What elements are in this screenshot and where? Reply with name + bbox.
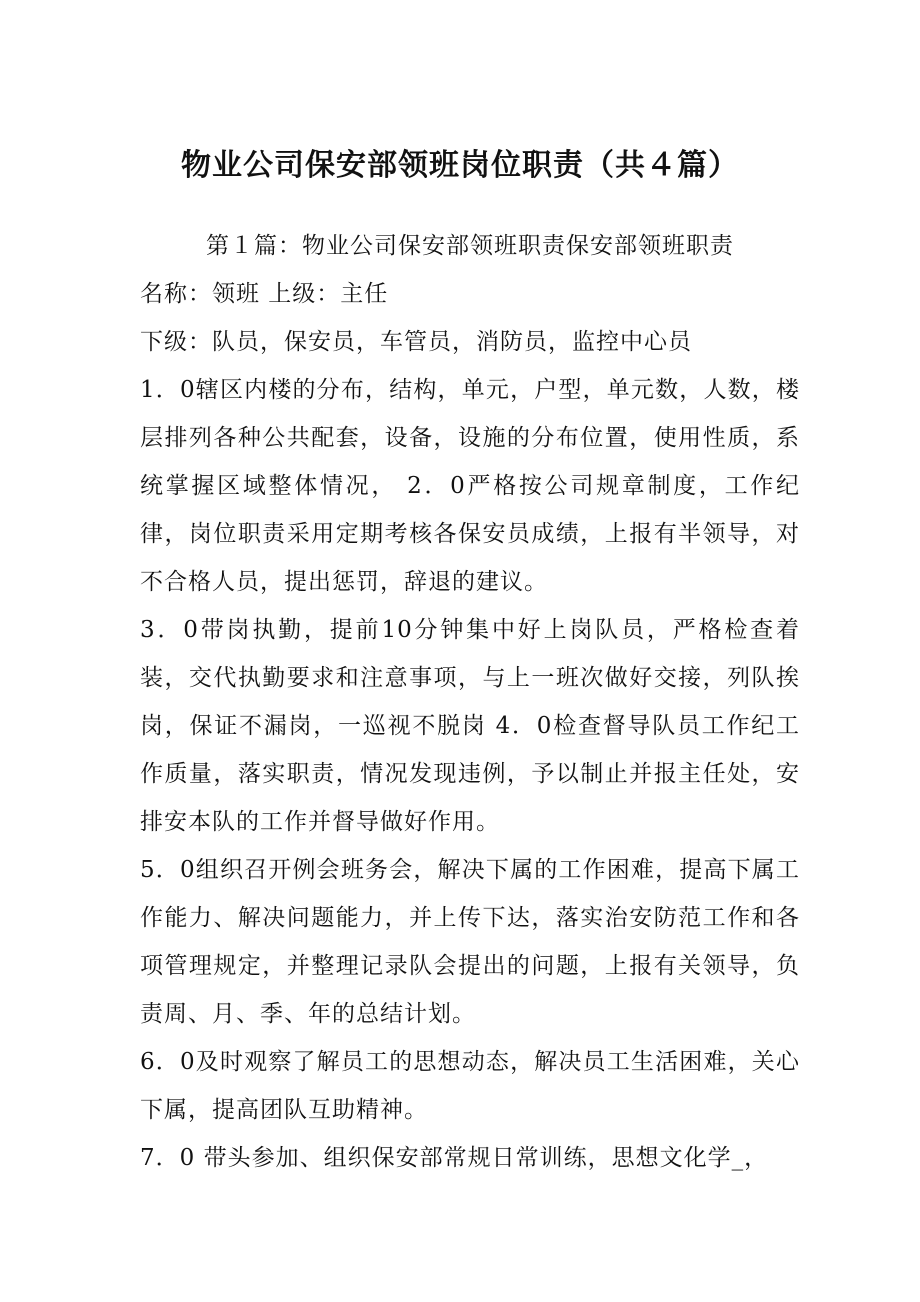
position-line: 名称：领班 上级：主任 [140,281,389,307]
subordinates-line: 下级：队员，保安员，车管员，消防员，监控中心员 [140,329,692,355]
duty-paragraph-5: 5．0组织召开例会班务会，解决下属的工作困难，提高下属工作能力、解决问题能力，并上传下达，落实治安防范工作和各项管理规定，并整理记录队会提出的问题，上报有关领导，负责周、月、季、年的总结计划。 [140,857,800,1027]
duty-paragraph-7: 7．0 带头参加、组织保安部常规日常训练，思想文化学_， [140,1145,769,1171]
section-heading: 第１篇：物业公司保安部领班职责保安部领班职责 [206,233,734,259]
duty-paragraph-3: 3．0带岗执勤，提前10分钟集中好上岗队员，严格检查着装，交代执勤要求和注意事项，与上一班次做好交接，列队挨岗，保证不漏岗，一巡视不脱岗 4．0检查督导队员工作纪工作质量，落实职责，情况发现违例，予以制止并报主任处，安排安本队的工作并督导做好作用。 [140,617,800,835]
document-title: 物业公司保安部领班岗位职责（共４篇） [181,148,739,183]
document-body [140,222,800,1182]
duty-paragraph-1: 1．0辖区内楼的分布，结构，单元，户型，单元数，人数，楼层排列各种公共配套，设备，设施的分布位置，使用性质，系统掌握区域整体情况， 2．0严格按公司规章制度，工作纪律，岗位职责采用定期考核各保安员成绩，上报有半领导，对不合格人员，提出惩罚，辞退的建议。 [140,377,800,595]
duty-paragraph-6: 6．0及时观察了解员工的思想动态，解决员工生活困难，关心下属，提高团队互助精神。 [140,1049,800,1123]
